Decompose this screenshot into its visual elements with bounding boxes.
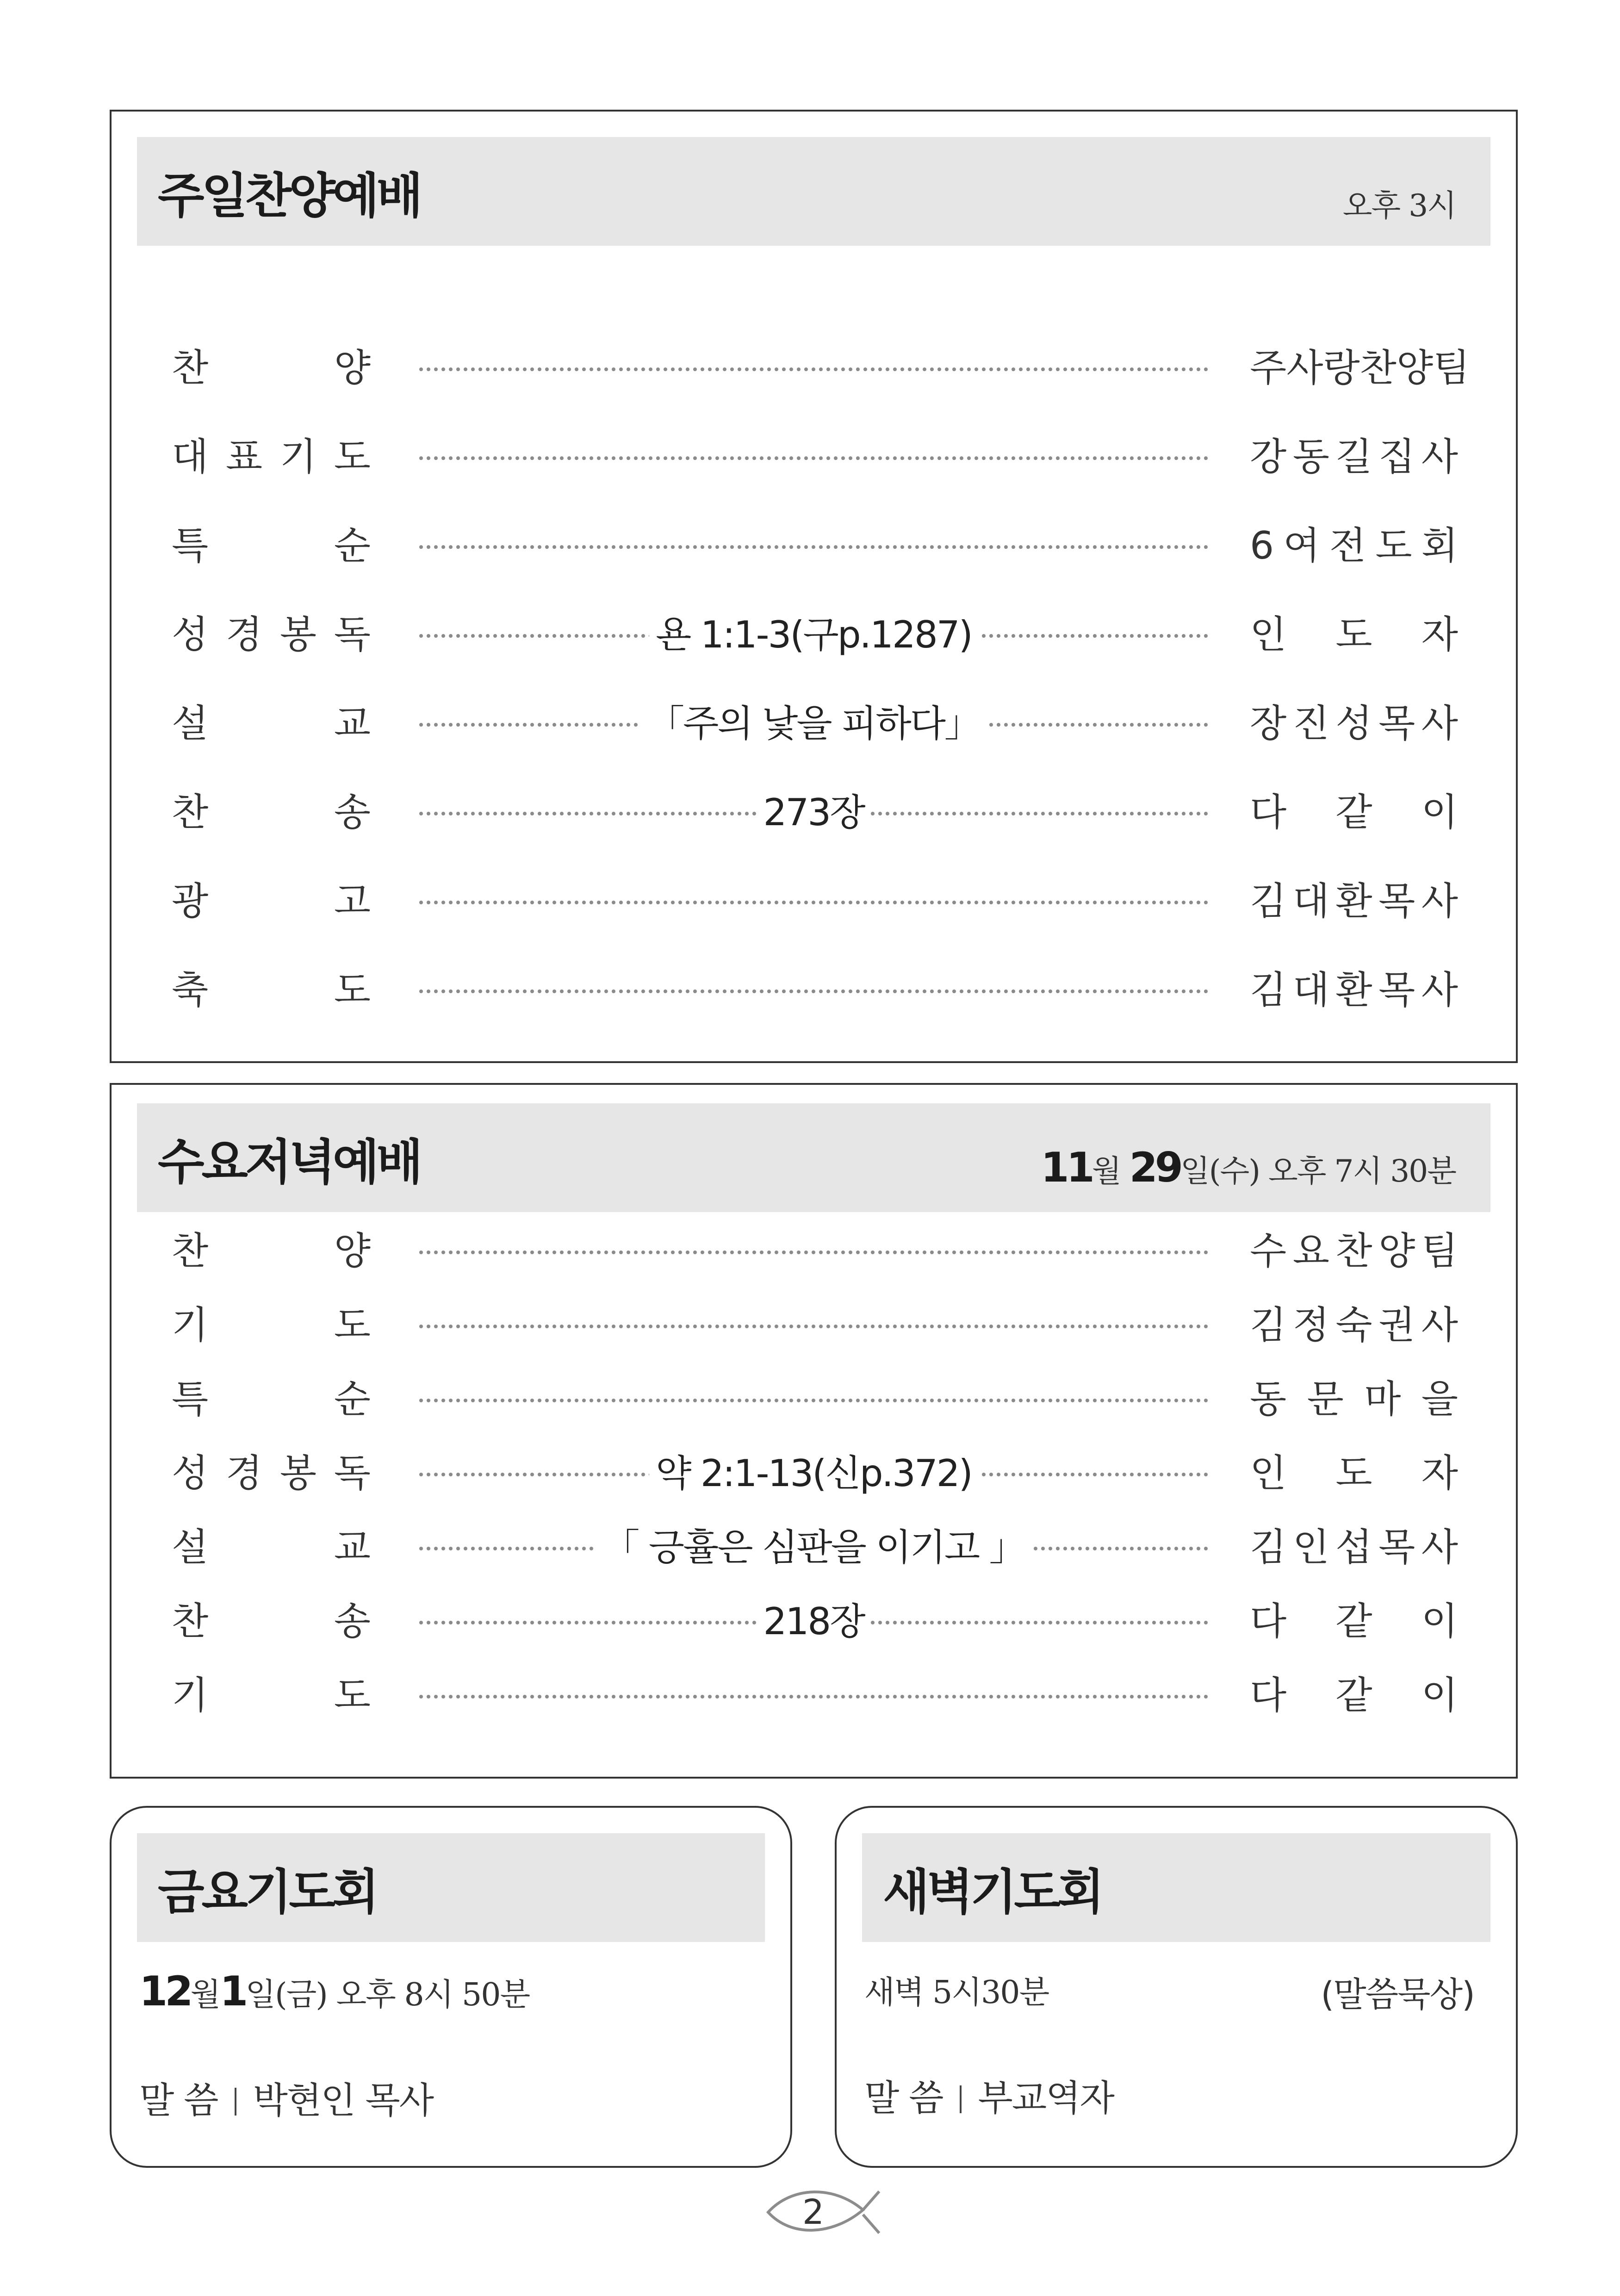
program-item-label: 기 도 — [172, 1303, 371, 1347]
page-number-emblem — [763, 2178, 884, 2247]
program-row — [112, 967, 1516, 1014]
program-item-person: 다 같 이 — [1250, 1674, 1458, 1717]
program-row — [112, 1599, 1516, 1645]
program-row — [112, 612, 1516, 658]
program-item-detail — [419, 878, 1208, 925]
program-row — [112, 1673, 1516, 1719]
dawn-prayer-speaker: 말 씀 부교역자 — [864, 2078, 1114, 2119]
program-item-label: 대 표 기 도 — [172, 435, 371, 479]
program-row — [112, 1450, 1516, 1497]
friday-prayer-time: 12월1일(금) 오후 8시 50분 — [139, 1967, 530, 2015]
sunday-service-title: 주일찬양예배 — [158, 167, 420, 224]
program-item-person: 동 문 마 을 — [1250, 1377, 1458, 1421]
dawn-prayer-box — [835, 1806, 1518, 2168]
separator-bar — [960, 2085, 962, 2113]
program-row — [112, 1524, 1516, 1571]
friday-prayer-speaker: 말 씀 박현인 목사 — [139, 2080, 434, 2122]
program-item-detail: 「주의 낯을 피하다」 — [419, 701, 1208, 747]
wednesday-service-box — [110, 1083, 1518, 1779]
program-item-person: 김 대 환 목 사 — [1250, 879, 1458, 923]
program-item-person: 강 동 길 집 사 — [1250, 435, 1458, 479]
program-item-label: 찬 송 — [172, 790, 371, 834]
wednesday-service-title: 수요저녁예배 — [158, 1133, 420, 1190]
program-item-person: 인 도 자 — [1250, 1451, 1458, 1495]
program-row — [112, 1302, 1516, 1349]
dawn-prayer-note: (말씀묵상) — [1321, 1975, 1474, 2015]
program-item-person: 김 인 섭 목 사 — [1250, 1525, 1458, 1569]
program-row — [112, 523, 1516, 569]
wednesday-service-time: 11월 29일(수) 오후 7시 30분 — [1041, 1144, 1456, 1191]
program-item-detail — [419, 1302, 1208, 1349]
program-item-detail: 273장 — [419, 790, 1208, 836]
program-item-person: 인 도 자 — [1250, 613, 1458, 657]
program-row — [112, 878, 1516, 925]
sunday-service-time: 오후 3시 — [1342, 188, 1456, 224]
sunday-service-box — [110, 110, 1518, 1063]
program-item-label: 축 도 — [172, 968, 371, 1012]
program-item-label: 설 교 — [172, 1525, 371, 1569]
program-item-label: 성 경 봉 독 — [172, 613, 371, 657]
dawn-prayer-time: 새벽 5시30분 — [864, 1974, 1049, 2011]
program-item-label: 특 순 — [172, 1377, 371, 1421]
program-item-label: 찬 양 — [172, 346, 371, 390]
program-item-label: 기 도 — [172, 1674, 371, 1717]
program-item-person: 다 같 이 — [1250, 790, 1458, 834]
program-item-label: 설 교 — [172, 702, 371, 746]
program-row — [112, 701, 1516, 747]
wednesday-service-header — [137, 1103, 1490, 1212]
program-row — [112, 345, 1516, 392]
separator-bar — [235, 2088, 236, 2116]
program-item-detail: 218장 — [419, 1599, 1208, 1645]
program-item-person: 주 사 랑 찬 양 팀 — [1250, 346, 1470, 390]
program-item-person: 장 진 성 목 사 — [1250, 702, 1458, 746]
program-item-detail — [419, 1228, 1208, 1275]
program-item-detail — [419, 345, 1208, 392]
dawn-prayer-title: 새벽기도회 — [883, 1863, 1102, 1920]
program-item-detail — [419, 1673, 1208, 1719]
program-item-detail: 「 긍휼은 심판을 이기고 」 — [419, 1524, 1208, 1571]
program-item-label: 특 순 — [172, 524, 371, 568]
friday-prayer-box — [110, 1806, 792, 2168]
program-item-label: 성 경 봉 독 — [172, 1451, 371, 1495]
program-row — [112, 790, 1516, 836]
program-item-label: 찬 송 — [172, 1599, 371, 1643]
program-item-label: 찬 양 — [172, 1229, 371, 1273]
program-item-detail: 약 2:1-13(신p.372) — [419, 1450, 1208, 1497]
program-item-detail — [419, 1376, 1208, 1423]
page-number: 2 — [802, 2192, 825, 2232]
program-item-detail: 욘 1:1-3(구p.1287) — [419, 612, 1208, 658]
program-item-person: 김 대 환 목 사 — [1250, 968, 1458, 1012]
friday-prayer-title: 금요기도회 — [158, 1863, 377, 1920]
program-item-person: 다 같 이 — [1250, 1599, 1458, 1643]
sunday-service-header — [137, 137, 1490, 246]
program-row — [112, 434, 1516, 480]
program-item-detail — [419, 523, 1208, 569]
program-item-label: 광 고 — [172, 879, 371, 923]
program-item-person: 김 정 숙 권 사 — [1250, 1303, 1458, 1347]
program-item-detail — [419, 967, 1208, 1014]
program-item-person: 수 요 찬 양 팀 — [1250, 1229, 1458, 1273]
dawn-prayer-header — [862, 1833, 1490, 1942]
program-row — [112, 1376, 1516, 1423]
friday-prayer-header — [137, 1833, 765, 1942]
program-item-person: 6 여 전 도 회 — [1250, 524, 1458, 568]
program-row — [112, 1228, 1516, 1275]
program-item-detail — [419, 434, 1208, 480]
